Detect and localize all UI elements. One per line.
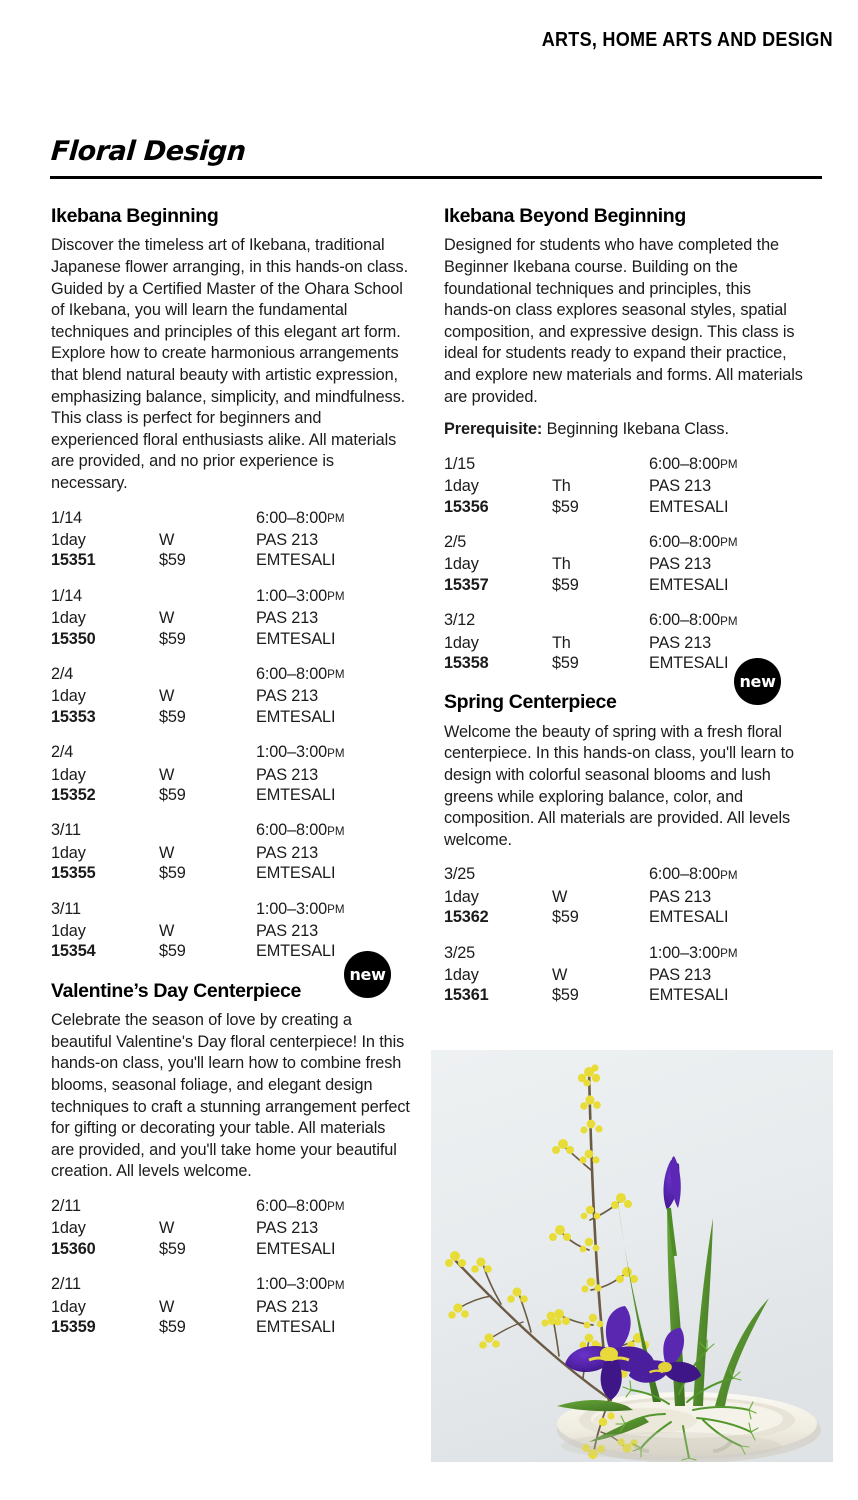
session-day: W: [159, 922, 175, 941]
schedule-table: [444, 454, 804, 674]
session-duration: 1day: [51, 765, 86, 784]
schedule-line: [444, 887, 804, 907]
session-time: 1:00–3:00PM: [256, 899, 345, 918]
session-time: 6:00–8:00PM: [256, 664, 345, 683]
schedule-line: [51, 608, 411, 628]
course-valentines-day-centerpiece: [51, 964, 411, 1338]
session-price: $59: [159, 1239, 186, 1258]
schedule-line: [444, 532, 804, 554]
session-day: W: [159, 609, 175, 628]
session-number: 15354: [51, 942, 96, 961]
schedule-row[interactable]: [444, 532, 804, 595]
session-price: $59: [552, 908, 579, 927]
session-duration: 1day: [444, 555, 479, 574]
running-head: ARTS, HOME ARTS AND DESIGN: [541, 28, 833, 51]
schedule-line: [51, 586, 411, 608]
session-room: PAS 213: [649, 887, 712, 906]
session-price: $59: [159, 864, 186, 883]
session-day: W: [159, 843, 175, 862]
course-title: Ikebana Beginning: [51, 205, 219, 227]
schedule-line: [51, 664, 411, 686]
schedule-line: [51, 1218, 411, 1238]
schedule-line: [51, 899, 411, 921]
session-instructor: EMTESALI: [256, 629, 336, 648]
new-badge: new: [344, 951, 391, 998]
session-number: 15361: [444, 986, 489, 1005]
session-day: W: [159, 1219, 175, 1238]
course-ikebana-beyond-beginning: [444, 205, 804, 673]
session-date: 3/25: [444, 865, 476, 884]
prerequisite-label: Prerequisite:: [444, 420, 543, 439]
session-instructor: EMTESALI: [649, 497, 729, 516]
session-duration: 1day: [51, 530, 86, 549]
session-spacer: [159, 820, 256, 842]
course-title: Valentine’s Day Centerpiece: [51, 979, 301, 1002]
session-date: 1/14: [51, 508, 83, 527]
schedule-line: [51, 921, 411, 941]
session-number: 15356: [444, 497, 489, 516]
session-spacer: [159, 664, 256, 686]
session-price: $59: [552, 497, 579, 516]
schedule-line: [444, 476, 804, 496]
session-spacer: [159, 1196, 256, 1218]
session-instructor: EMTESALI: [256, 785, 336, 804]
session-date: 2/5: [444, 532, 467, 551]
session-room: PAS 213: [649, 477, 712, 496]
session-price: $59: [552, 653, 579, 672]
course-description: Discover the timeless art of Ikebana, traditional Japanese flower arranging, in this hands-on class. Guided by a Certified Master of the Ohara School of Ikebana, you will learn the fundamental techniques and principles of this elegant art form. Explore how to create harmonious arrangements that blend natural beauty with artistic expression, emphasizing balance, simplicity, and mindfulness. This class is perfect for beginners and experienced floral enthusiasts alike. All materials are provided, and no prior experience is necessary.: [51, 236, 409, 492]
session-duration: 1day: [51, 609, 86, 628]
session-day: W: [159, 530, 175, 549]
course-title: Spring Centerpiece: [444, 691, 617, 714]
course-description: Designed for students who have completed the Beginner Ikebana course. Building on the foundational techniques and principles, this hands-on class explores seasonal styles, spatial composition, and expressive design. This class is ideal for students ready to expand their practice, and explore new materials and forms. All materials are provided.: [444, 236, 803, 406]
session-spacer: [552, 610, 649, 632]
schedule-line: [444, 965, 804, 985]
session-duration: 1day: [444, 477, 479, 496]
schedule-line: [51, 508, 411, 530]
session-date: 1/14: [51, 586, 83, 605]
prerequisite-value: Beginning Ikebana Class.: [542, 420, 729, 439]
schedule-line: [444, 985, 804, 1005]
schedule-line: [51, 843, 411, 863]
session-instructor: EMTESALI: [649, 653, 729, 672]
session-price: $59: [552, 575, 579, 594]
session-day: W: [552, 887, 568, 906]
session-date: 3/11: [51, 821, 81, 840]
session-price: $59: [159, 629, 186, 648]
session-spacer: [552, 943, 649, 965]
session-price: $59: [159, 942, 186, 961]
schedule-line: [444, 610, 804, 632]
session-instructor: EMTESALI: [649, 986, 729, 1005]
session-instructor: EMTESALI: [649, 575, 729, 594]
session-duration: 1day: [444, 965, 479, 984]
session-duration: 1day: [51, 687, 86, 706]
session-spacer: [159, 899, 256, 921]
session-date: 3/11: [51, 899, 81, 918]
course-ikebana-beginning: [51, 205, 411, 962]
session-price: $59: [159, 785, 186, 804]
schedule-row[interactable]: [51, 586, 411, 649]
schedule-row[interactable]: [51, 1274, 411, 1337]
session-number: 15352: [51, 785, 96, 804]
course-spring-centerpiece: [444, 672, 804, 1005]
session-room: PAS 213: [649, 965, 712, 984]
session-room: PAS 213: [256, 1297, 319, 1316]
session-day: W: [159, 1297, 175, 1316]
session-spacer: [159, 508, 256, 530]
section-title: Floral Design: [49, 136, 247, 167]
session-spacer: [159, 1274, 256, 1296]
session-date: 2/11: [51, 1275, 81, 1294]
session-number: 15355: [51, 864, 96, 883]
session-day: W: [159, 687, 175, 706]
session-spacer: [159, 742, 256, 764]
schedule-line: [51, 707, 411, 727]
session-room: PAS 213: [649, 555, 712, 574]
course-prerequisite: [444, 419, 804, 441]
session-day: W: [552, 965, 568, 984]
session-price: $59: [552, 986, 579, 1005]
session-date: 2/4: [51, 664, 74, 683]
session-instructor: EMTESALI: [256, 864, 336, 883]
schedule-row[interactable]: [51, 820, 411, 883]
schedule-line: [51, 1317, 411, 1337]
schedule-table: [51, 508, 411, 962]
schedule-line: [51, 550, 411, 570]
session-day: Th: [552, 633, 571, 652]
schedule-line: [51, 765, 411, 785]
course-description: Celebrate the season of love by creating a beautiful Valentine's Day floral centerpiece! In this hands-on class, you'll learn how to combine fresh blooms, seasonal foliage, and elegant design techniques to craft a stunning arrangement perfect for gifting or decorating your table. All materials are provided, and you'll take home your beautiful creation. All levels welcome.: [51, 1011, 410, 1181]
schedule-line: [444, 575, 804, 595]
session-day: Th: [552, 477, 571, 496]
schedule-row[interactable]: [51, 1196, 411, 1259]
ikebana-photo-illustration: [431, 1050, 833, 1462]
ikebana-photo: [431, 1050, 833, 1462]
session-number: 15359: [51, 1318, 96, 1336]
session-instructor: EMTESALI: [256, 1318, 336, 1336]
schedule-line: [51, 530, 411, 550]
session-time: 1:00–3:00PM: [256, 586, 345, 605]
session-instructor: EMTESALI: [256, 942, 336, 961]
schedule-line: [51, 629, 411, 649]
session-price: $59: [159, 551, 186, 570]
session-room: PAS 213: [256, 609, 319, 628]
schedule-line: [444, 554, 804, 574]
session-duration: 1day: [444, 633, 479, 652]
session-spacer: [552, 532, 649, 554]
session-date: 2/11: [51, 1196, 81, 1215]
schedule-line: [51, 820, 411, 842]
new-badge: new: [734, 658, 781, 705]
schedule-row[interactable]: [51, 742, 411, 805]
session-room: PAS 213: [649, 633, 712, 652]
session-time: 6:00–8:00PM: [649, 611, 738, 630]
schedule-line: [444, 497, 804, 517]
session-time: 6:00–8:00PM: [256, 508, 345, 527]
session-instructor: EMTESALI: [649, 908, 729, 927]
schedule-row[interactable]: [444, 454, 804, 517]
session-instructor: EMTESALI: [256, 551, 336, 570]
session-room: PAS 213: [256, 765, 319, 784]
schedule-row[interactable]: [444, 864, 804, 927]
schedule-row[interactable]: [51, 508, 411, 571]
session-room: PAS 213: [256, 1219, 319, 1238]
session-room: PAS 213: [256, 922, 319, 941]
session-duration: 1day: [444, 887, 479, 906]
schedule-line: [51, 1196, 411, 1218]
section-divider: [50, 176, 822, 179]
session-room: PAS 213: [256, 687, 319, 706]
session-price: $59: [159, 707, 186, 726]
session-number: 15351: [51, 551, 96, 570]
schedule-row[interactable]: [444, 943, 804, 1006]
session-duration: 1day: [51, 1219, 86, 1238]
schedule-line: [51, 1239, 411, 1259]
session-day: W: [159, 765, 175, 784]
schedule-line: [444, 454, 804, 476]
schedule-line: [51, 742, 411, 764]
session-room: PAS 213: [256, 843, 319, 862]
session-date: 1/15: [444, 454, 476, 473]
session-instructor: EMTESALI: [256, 1239, 336, 1258]
session-price: $59: [159, 1318, 186, 1336]
course-description: Welcome the beauty of spring with a fresh floral centerpiece. In this hands-on class, you'll learn to design with colorful seasonal blooms and lush greens while exploring balance, color, and composition. All materials are provided. All levels welcome.: [444, 722, 794, 849]
session-date: 3/12: [444, 611, 476, 630]
session-time: 6:00–8:00PM: [649, 454, 738, 473]
session-spacer: [552, 454, 649, 476]
session-instructor: EMTESALI: [256, 707, 336, 726]
schedule-line: [444, 633, 804, 653]
session-room: PAS 213: [256, 530, 319, 549]
session-duration: 1day: [51, 843, 86, 862]
schedule-line: [444, 943, 804, 965]
session-number: 15350: [51, 629, 96, 648]
session-time: 1:00–3:00PM: [256, 743, 345, 762]
session-duration: 1day: [51, 922, 86, 941]
schedule-table: [51, 1196, 411, 1337]
schedule-line: [51, 863, 411, 883]
column-left: [51, 205, 411, 1337]
session-date: 3/25: [444, 943, 476, 962]
session-number: 15358: [444, 653, 489, 672]
session-time: 1:00–3:00PM: [649, 943, 738, 962]
schedule-line: [444, 864, 804, 886]
session-spacer: [552, 864, 649, 886]
schedule-line: [51, 1297, 411, 1317]
schedule-line: [51, 686, 411, 706]
session-time: 6:00–8:00PM: [649, 865, 738, 884]
course-title: Ikebana Beyond Beginning: [444, 205, 686, 227]
schedule-line: [51, 785, 411, 805]
session-number: 15360: [51, 1239, 96, 1258]
session-time: 6:00–8:00PM: [649, 532, 738, 551]
session-number: 15362: [444, 908, 489, 927]
session-date: 2/4: [51, 743, 74, 762]
schedule-line: [51, 1274, 411, 1296]
session-time: 6:00–8:00PM: [256, 821, 345, 840]
session-day: Th: [552, 555, 571, 574]
session-number: 15353: [51, 707, 96, 726]
session-time: 1:00–3:00PM: [256, 1275, 345, 1294]
session-time: 6:00–8:00PM: [256, 1196, 345, 1215]
schedule-line: [444, 907, 804, 927]
column-right: [444, 205, 804, 1006]
session-duration: 1day: [51, 1297, 86, 1316]
session-spacer: [159, 586, 256, 608]
section-header: [50, 138, 820, 166]
session-number: 15357: [444, 575, 489, 594]
schedule-row[interactable]: [51, 664, 411, 727]
schedule-table: [444, 864, 804, 1005]
